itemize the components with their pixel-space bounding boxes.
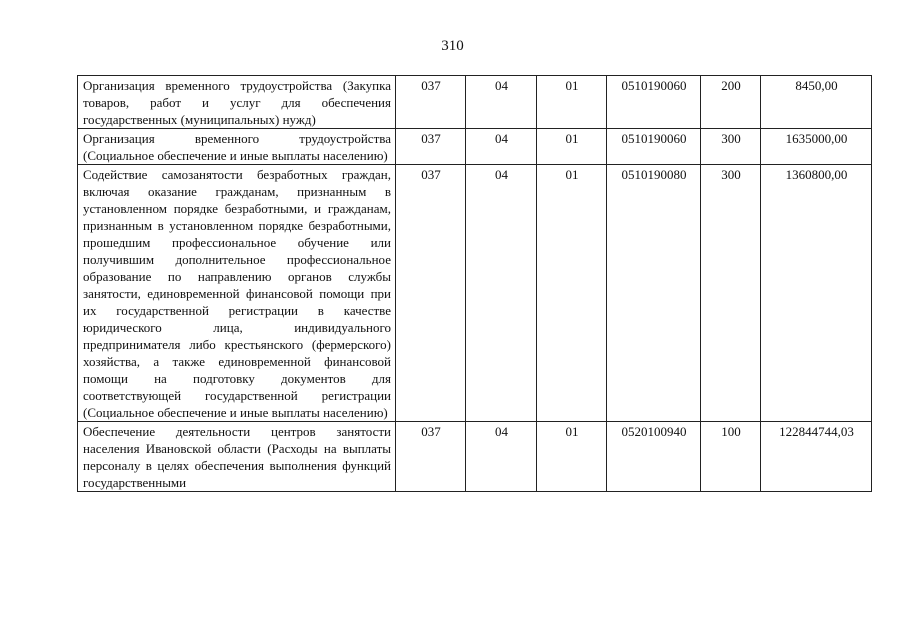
subsection-code: 01 <box>537 422 607 492</box>
row-description: Обеспечение деятельности центров занятости населения Ивановской области (Расходы на выплаты персоналу в целях обеспечения выполнения функций государственными <box>78 422 396 492</box>
amount: 1360800,00 <box>761 165 872 422</box>
amount: 122844744,03 <box>761 422 872 492</box>
row-description: Организация временного трудоустройства (Закупка товаров, работ и услуг для обеспечения государственных (муниципальных) нужд) <box>78 76 396 129</box>
section-code: 04 <box>466 76 537 129</box>
row-description: Содействие самозанятости безработных граждан, включая оказание гражданам, признанным в установленном порядке безработными, и гражданам, признанным в установленном порядке безработными, прошедшим профессиональное обучение или получившим дополнительное профессиональное образование по направлению органов службы занятости, единовременной финансовой помощи при их государственной регистрации в качестве юридического лица, индивидуального предпринимателя либо крестьянского (фермерского) хозяйства, а также единовременной финансовой помощи на подготовку документов для соответствующей государственной регистрации (Социальное обеспечение и иные выплаты населению) <box>78 165 396 422</box>
section-code: 04 <box>466 165 537 422</box>
budget-table <box>77 75 872 492</box>
expense-type-code: 300 <box>701 129 761 165</box>
ministry-code: 037 <box>396 76 466 129</box>
amount: 8450,00 <box>761 76 872 129</box>
target-article-code: 0510190060 <box>607 129 701 165</box>
target-article-code: 0510190060 <box>607 76 701 129</box>
table-row <box>78 76 872 129</box>
row-description: Организация временного трудоустройства (Социальное обеспечение и иные выплаты населению) <box>78 129 396 165</box>
expense-type-code: 200 <box>701 76 761 129</box>
page-number: 310 <box>441 38 464 54</box>
table-row <box>78 165 872 422</box>
expense-type-code: 100 <box>701 422 761 492</box>
subsection-code: 01 <box>537 165 607 422</box>
expense-type-code: 300 <box>701 165 761 422</box>
section-code: 04 <box>466 129 537 165</box>
section-code: 04 <box>466 422 537 492</box>
table-row <box>78 422 872 492</box>
table-row <box>78 129 872 165</box>
ministry-code: 037 <box>396 129 466 165</box>
amount: 1635000,00 <box>761 129 872 165</box>
target-article-code: 0520100940 <box>607 422 701 492</box>
subsection-code: 01 <box>537 129 607 165</box>
ministry-code: 037 <box>396 422 466 492</box>
subsection-code: 01 <box>537 76 607 129</box>
target-article-code: 0510190080 <box>607 165 701 422</box>
ministry-code: 037 <box>396 165 466 422</box>
